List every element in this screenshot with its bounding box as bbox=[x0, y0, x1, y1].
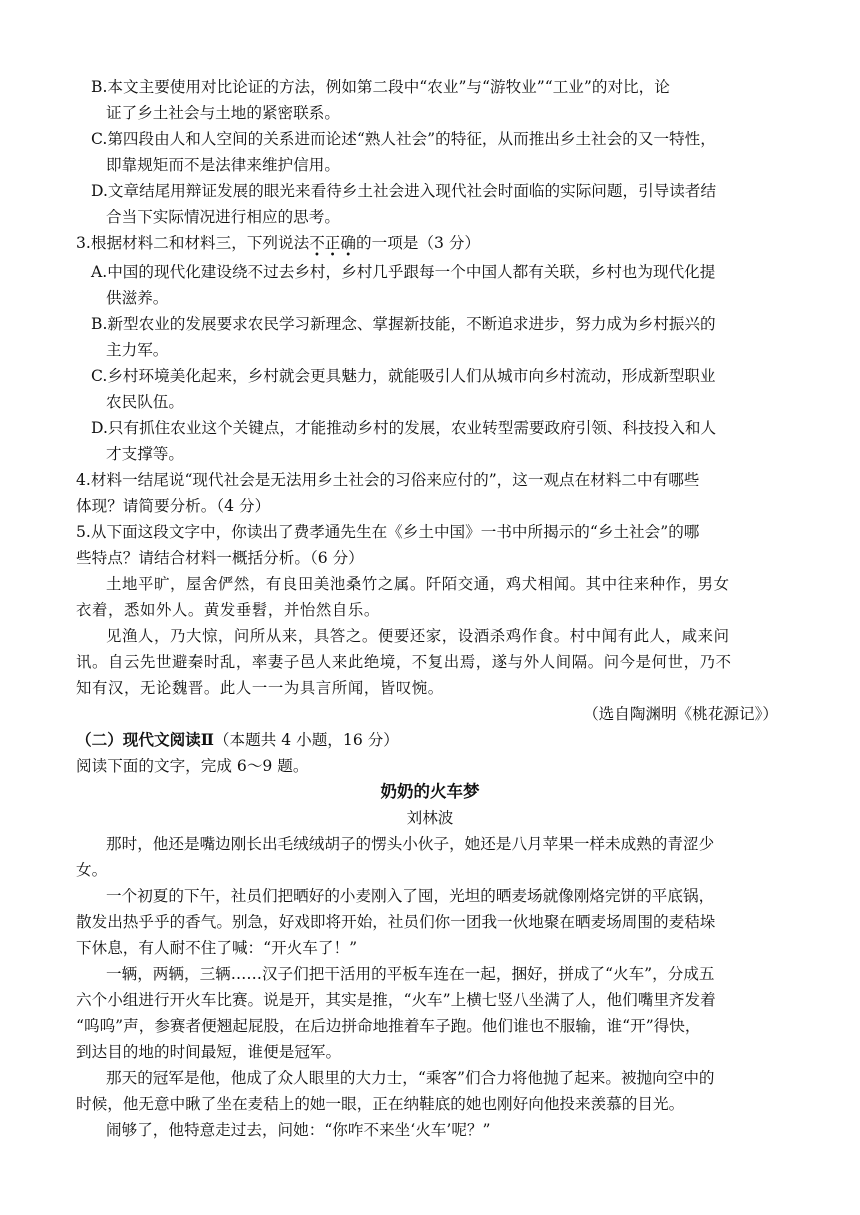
section-2-header bbox=[76, 730, 399, 750]
question-3-prefix: 3.根据材料二和材料三，下列说法 bbox=[76, 234, 310, 252]
q3-option-c-line1: C.乡村环境美化起来，乡村就会更具魅力，就能吸引人们从城市向乡村流动，形成新型职业 bbox=[91, 367, 716, 385]
option-c-line1: C.第四段由人和人空间的关系进而论述“熟人社会”的特征，从而推出乡土社会的又一特性， bbox=[91, 130, 716, 148]
option-d-line1: D.文章结尾用辩证发展的眼光来看待乡土社会进入现代社会时面临的实际问题，引导读者结 bbox=[91, 182, 717, 200]
q3-option-b-line1: B.新型农业的发展要求农民学习新理念、掌握新技能，不断追求进步，努力成为乡村振兴的 bbox=[91, 315, 716, 333]
q3-option-a-line1: A.中国的现代化建设绕不过去乡村，乡村几乎跟每一个中国人都有关联，乡村也为现代化提 bbox=[91, 263, 716, 281]
para-3-line3: “呜呜”声，参赛者便翘起屁股，在后边拼命地推着车子跑。他们谁也不服输，谁“开”得快， bbox=[76, 1017, 701, 1035]
para-2-line3: 下休息，有人耐不住了喊：“开火车了！” bbox=[76, 939, 358, 957]
para-3-line1: 一辆，两辆，三辆……汉子们把干活用的平板车连在一起，捆好，拼成了“火车”，分成五 bbox=[106, 965, 715, 983]
excerpt-source: （选自陶渊明《桃花源记》） bbox=[583, 705, 778, 723]
question-5-line1: 5.从下面这段文字中，你读出了费孝通先生在《乡土中国》一书中所揭示的“乡土社会”的哪 bbox=[76, 523, 700, 541]
excerpt-line5: 知有汉，无论魏晋。此人一一为具言所闻，皆叹惋。 bbox=[76, 679, 444, 697]
section-2-meta: （本题共 4 小题，16 分） bbox=[213, 731, 399, 749]
excerpt-line3: 见渔人，乃大惊，问所从来，具答之。便要还家，设酒杀鸡作食。村中闻有此人，咸来问 bbox=[106, 627, 730, 645]
question-5-line2: 些特点？请结合材料一概括分析。（6 分） bbox=[76, 549, 364, 567]
para-1-line1: 那时，他还是嘴边刚长出毛绒绒胡子的愣头小伙子，她还是八月苹果一样未成熟的青涩少 bbox=[106, 835, 715, 853]
question-3-suffix: 的一项是（3 分） bbox=[356, 234, 481, 252]
option-b-line1: B.本文主要使用对比论证的方法，例如第二段中“农业”与“游牧业”“工业”的对比，论 bbox=[91, 78, 670, 96]
section-2-label: （二）现代文阅读Ⅱ bbox=[76, 730, 214, 749]
para-4-line2: 时候，他无意中瞅了坐在麦秸上的她一眼，正在纳鞋底的她也刚好向他投来羡慕的目光。 bbox=[76, 1095, 685, 1113]
excerpt-line1: 土地平旷，屋舍俨然，有良田美池桑竹之属。阡陌交通，鸡犬相闻。其中往来种作，男女 bbox=[106, 575, 730, 593]
emphasis-not-correct: 不正确 • • • bbox=[309, 234, 356, 261]
para-4-line1: 那天的冠军是他，他成了众人眼里的大力士，“乘客”们合力将他抛了起来。被抛向空中的 bbox=[106, 1069, 715, 1087]
para-1-line2: 女。 bbox=[76, 861, 108, 879]
section-2-instruction: 阅读下面的文字，完成 6～9 题。 bbox=[76, 757, 309, 775]
story-title: 奶奶的火车梦 bbox=[380, 782, 480, 801]
para-5-line1: 闹够了，他特意走过去，问她：“你咋不来坐‘火车’呢？” bbox=[106, 1121, 491, 1139]
q3-option-a-line2: 供滋养。 bbox=[106, 289, 169, 307]
question-3-stem bbox=[76, 233, 481, 261]
q3-option-b-line2: 主力军。 bbox=[106, 341, 169, 359]
option-b-line2: 证了乡土社会与土地的紧密联系。 bbox=[106, 104, 340, 122]
option-c-line2: 即靠规矩而不是法律来维护信用。 bbox=[106, 156, 340, 174]
para-3-line2: 六个小组进行开火车比赛。说是开，其实是推，“火车”上横七竖八坐满了人，他们嘴里齐发着 bbox=[76, 991, 716, 1009]
para-3-line4: 到达目的地的时间最短，谁便是冠军。 bbox=[76, 1043, 342, 1061]
q3-option-c-line2: 农民队伍。 bbox=[106, 393, 184, 411]
para-2-line2: 散发出热乎乎的香气。别急，好戏即将开始，社员们你一团我一伙地聚在晒麦场周围的麦秸垛 bbox=[76, 913, 716, 931]
option-d-line2: 合当下实际情况进行相应的思考。 bbox=[106, 208, 340, 226]
q3-option-d-line1: D.只有抓住农业这个关键点，才能推动乡村的发展，农业转型需要政府引领、科技投入和人 bbox=[91, 419, 717, 437]
para-2-line1: 一个初夏的下午，社员们把晒好的小麦刚入了囤，光坦的晒麦场就像刚烙完饼的平底锅， bbox=[106, 887, 715, 905]
story-author: 刘林波 bbox=[406, 809, 454, 827]
excerpt-line4: 讯。自云先世避秦时乱，率妻子邑人来此绝境，不复出焉，遂与外人间隔。问今是何世，乃不 bbox=[76, 653, 732, 671]
q3-option-d-line2: 才支撑等。 bbox=[106, 445, 184, 463]
question-4-line1: 4.材料一结尾说“现代社会是无法用乡土社会的习俗来应付的”，这一观点在材料二中有哪些 bbox=[76, 471, 700, 489]
excerpt-line2: 衣着，悉如外人。黄发垂髫，并怡然自乐。 bbox=[76, 601, 380, 619]
emphasis-dots: • • • bbox=[314, 250, 352, 261]
question-4-line2: 体现？请简要分析。（4 分） bbox=[76, 497, 271, 515]
